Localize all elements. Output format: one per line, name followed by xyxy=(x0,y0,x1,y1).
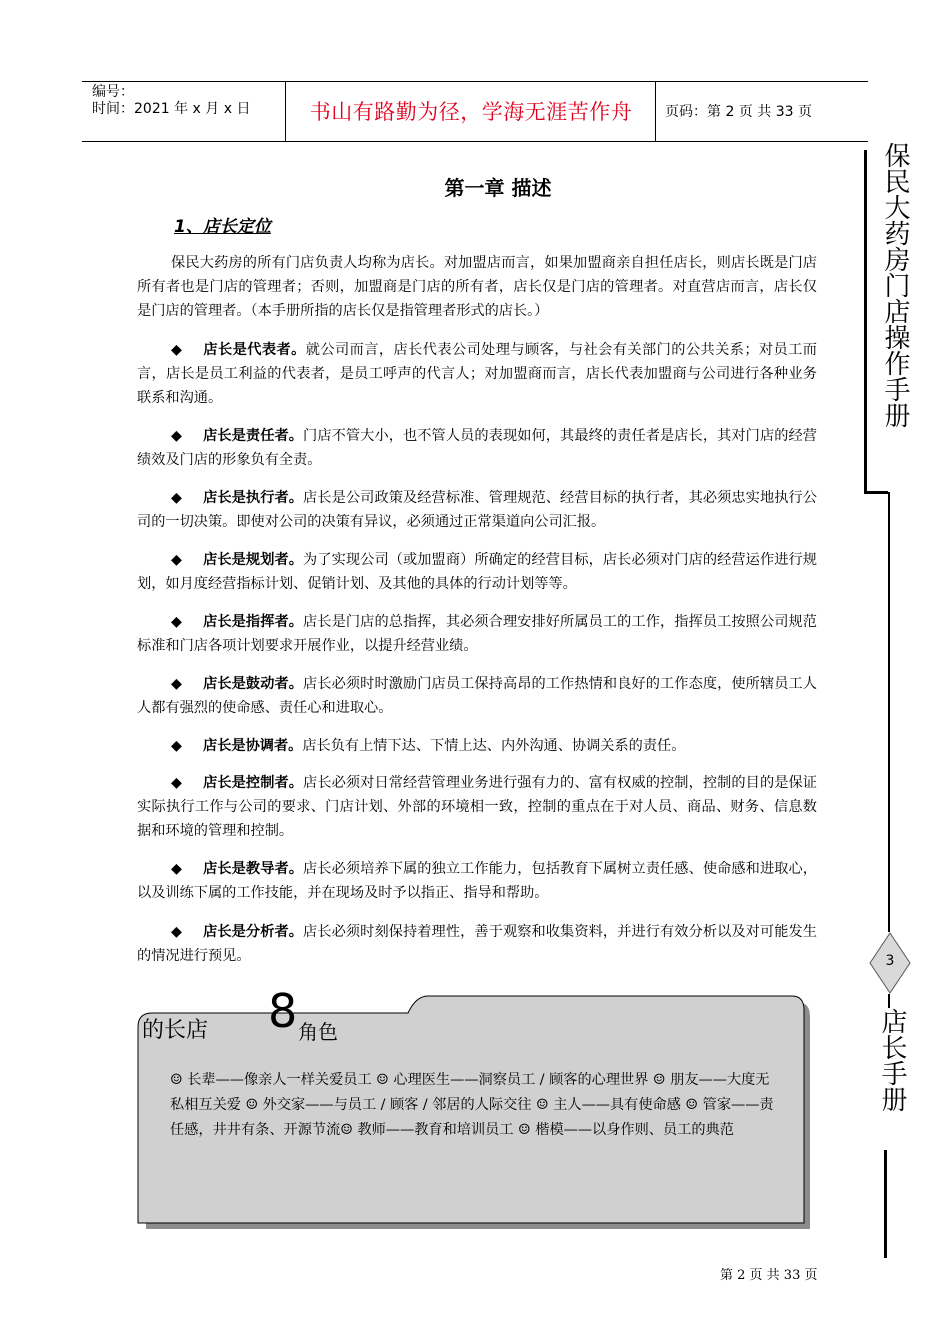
box-title-number: 8 xyxy=(268,984,298,1038)
side-rule-end xyxy=(884,1150,887,1258)
role-term: 店长是鼓动者。 xyxy=(203,676,304,692)
bullet-diamond-icon: ◆ xyxy=(171,676,182,692)
role-text: 店长必须时刻保持着理性，善于观察和收集资料，并进行有效分析以及对可能发生的情况进行预见。 xyxy=(137,924,817,964)
role-term: 店长是责任者。 xyxy=(203,428,304,444)
document-number-label: 编号： xyxy=(92,84,134,100)
bullet-diamond-icon: ◆ xyxy=(171,738,182,754)
role-item xyxy=(137,672,817,720)
role-text: 门店不管大小，也不管人员的表现如何，其最终的责任者是店长，其对门店的经营绩效及门店的形象负有全责。 xyxy=(137,428,817,468)
chapter-title: 第一章 描述 xyxy=(444,176,552,200)
intro-paragraph: 保民大药房的所有门店负责人均称为店长。对加盟店而言，如果加盟商亲自担任店长，则店长既是门店所有者也是门店的管理者；否则，加盟商是门店的所有者，店长仅是门店的管理者。对直营店而言，店长仅是门店的管理者。（本手册所指的店长仅是指管理者形式的店长。） xyxy=(137,255,817,319)
role-text: 店长必须时时激励门店员工保持高昂的工作热情和良好的工作态度，使所辖员工人人都有强烈的使命感、责任心和进取心。 xyxy=(137,676,817,716)
role-item xyxy=(137,486,817,534)
header-divider xyxy=(655,81,656,141)
role-term: 店长是教导者。 xyxy=(203,861,304,877)
role-text: 店长必须培养下属的独立工作能力，包括教育下属树立责任感、使命感和进取心，以及训练下属的工作技能，并在现场及时予以指正、指导和帮助。 xyxy=(137,861,817,901)
role-text: 为了实现公司（或加盟商）所确定的经营目标，店长必须对门店的经营运作进行规划，如月度经营指标计划、促销计划、及其他的具体的行动计划等等。 xyxy=(137,552,817,592)
header-divider xyxy=(285,81,286,141)
role-item xyxy=(137,771,817,843)
side-rule-upper xyxy=(864,150,867,492)
box-title-right: 角色 xyxy=(298,1020,338,1044)
bullet-diamond-icon: ◆ xyxy=(171,861,182,877)
role-item xyxy=(137,610,817,658)
header-page-info: 页码：第 2 页 共 33 页 xyxy=(665,104,812,120)
role-term: 店长是执行者。 xyxy=(203,490,304,506)
side-rule-lower xyxy=(888,994,890,1008)
box-title-left: 的长店 xyxy=(142,1018,209,1043)
bullet-diamond-icon: ◆ xyxy=(171,614,182,630)
header-meta xyxy=(92,84,250,118)
role-item xyxy=(137,734,817,758)
role-item xyxy=(137,548,817,596)
role-text: 店长负有上情下达、下情上达、内外沟通、协调关系的责任。 xyxy=(302,738,686,754)
box-roles-text: ☺ 长辈——像亲人一样关爱员工 ☺ 心理医生——洞察员工 / 顾客的心理世界 ☺ 朋友——大度无私相互关爱 ☺ 外交家——与员工 / 顾客 / 邻居的人际交往 ☺ 主人——具有使命感 ☺ 管家——责任感，井井有条、开源节流☺ 教师——教育和培训员工 ☺ 楷模——以身作则、员工的典范 xyxy=(170,1072,774,1138)
role-text: 店长必须对日常经营管理业务进行强有力的、富有权威的控制，控制的目的是保证实际执行工作与公司的要求、门店计划、外部的环境相一致，控制的重点在于对人员、商品、财务、信息数据和环境的管理和控制。 xyxy=(137,775,817,839)
bullet-diamond-icon: ◆ xyxy=(171,428,182,444)
role-term: 店长是控制者。 xyxy=(203,775,304,791)
bullet-diamond-icon: ◆ xyxy=(171,552,182,568)
side-manual-title: 保民大药房门店操作手册 xyxy=(880,142,910,428)
header-top-rule xyxy=(82,81,868,82)
role-term: 店长是规划者。 xyxy=(203,552,304,568)
header-bottom-rule xyxy=(82,141,868,142)
bullet-diamond-icon: ◆ xyxy=(171,924,182,940)
role-item xyxy=(137,920,817,968)
role-text: 就公司而言，店长代表公司处理与顾客，与社会有关部门的公共关系；对员工而言，店长是员工利益的代表者，是员工呼声的代言人；对加盟商而言，店长代表加盟商与公司进行各种业务联系和沟通。 xyxy=(137,342,817,406)
bullet-diamond-icon: ◆ xyxy=(171,342,182,358)
role-item xyxy=(137,424,817,472)
bullet-diamond-icon: ◆ xyxy=(171,490,182,506)
role-text: 店长是门店的总指挥，其必须合理安排好所属员工的工作，指挥员工按照公司规范标准和门店各项计划要求开展作业，以提升经营业绩。 xyxy=(137,614,817,654)
side-rule-tick xyxy=(864,491,888,494)
role-item xyxy=(137,857,817,905)
role-term: 店长是指挥者。 xyxy=(203,614,304,630)
side-section-title: 店长手册 xyxy=(877,1008,907,1112)
side-chapter-number: 3 xyxy=(885,953,895,969)
section-title: 1、店长定位 xyxy=(174,217,271,237)
bullet-diamond-icon: ◆ xyxy=(171,775,182,791)
document-time-label: 时间：2021 年 x 月 x 日 xyxy=(92,101,251,117)
header-motto: 书山有路勤为径，学海无涯苦作舟 xyxy=(309,100,633,124)
role-term: 店长是协调者。 xyxy=(203,738,303,754)
role-text: 店长是公司政策及经营标准、管理规范、经营目标的执行者，其必须忠实地执行公司的一切决策。即使对公司的决策有异议，必须通过正常渠道向公司汇报。 xyxy=(137,490,817,530)
page-footer: 第 2 页 共 33 页 xyxy=(720,1268,818,1283)
side-rule-middle xyxy=(888,492,890,932)
role-item xyxy=(137,338,817,410)
role-term: 店长是分析者。 xyxy=(203,924,304,940)
role-term: 店长是代表者。 xyxy=(203,342,306,358)
